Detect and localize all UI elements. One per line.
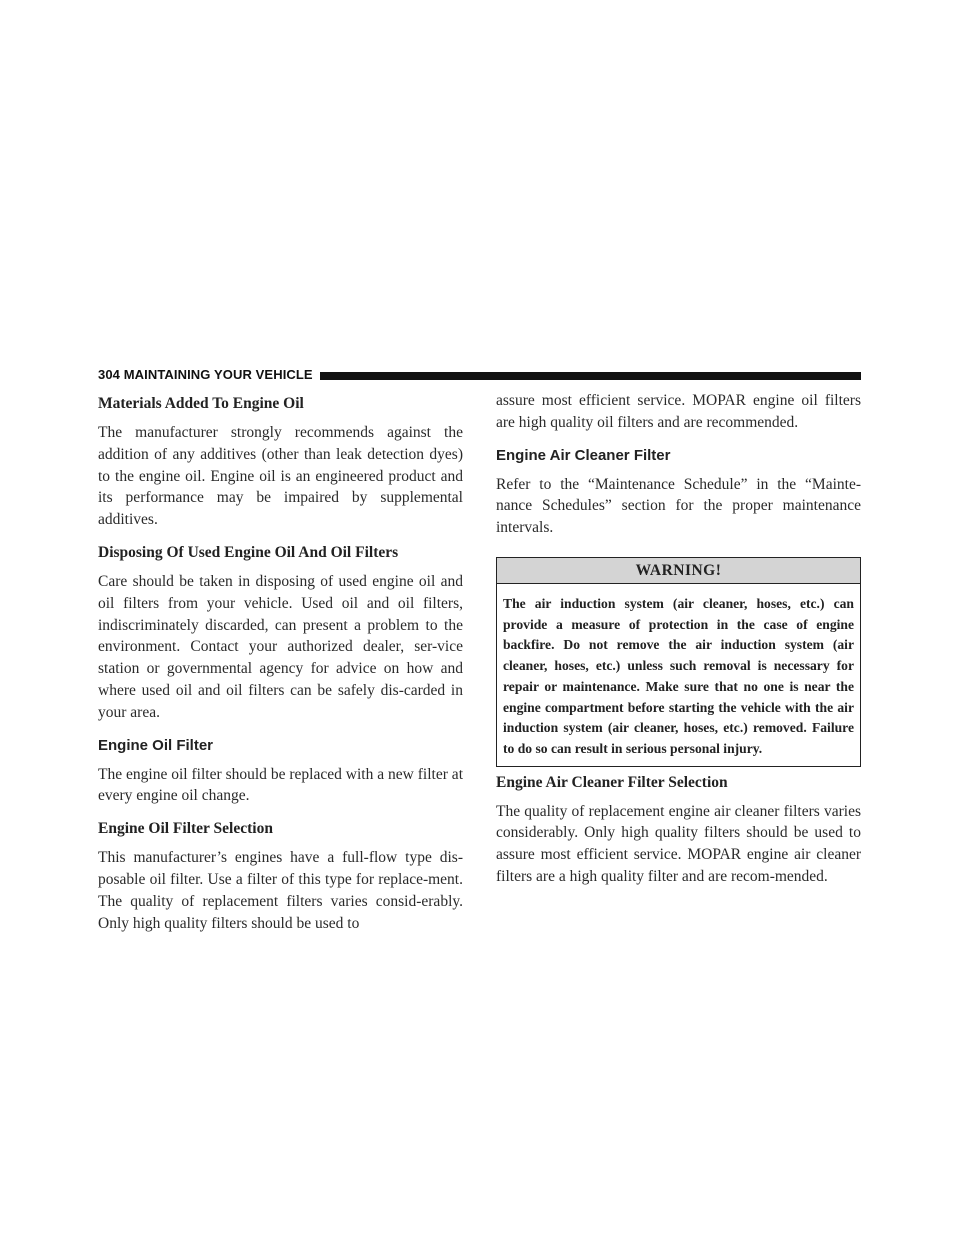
disposing-heading: Disposing Of Used Engine Oil And Oil Filters (98, 543, 399, 561)
materials-heading: Materials Added To Engine Oil (98, 395, 304, 412)
header-rule (320, 372, 861, 380)
disposing-paragraph: Care should be taken in disposing of used engine oil and oil filters from your vehicle. Used oil and oil filters, indiscriminately discarded, can present a problem to the environment. Contact your authorized dealer, ser-vice station or governmental agency for advice on how and where used oil and oil filters can be safely dis-carded in your area. (98, 572, 463, 721)
oil-filter-heading: Engine Oil Filter (98, 736, 214, 754)
oil-filter-paragraph: The engine oil filter should be replaced with a new filter at every engine oil change. (98, 765, 463, 805)
section-title: MAINTAINING YOUR VEHICLE (123, 367, 313, 382)
air-cleaner-selection-heading: Engine Air Cleaner Filter Selection (496, 773, 728, 791)
oil-filter-selection-heading: Engine Oil Filter Selection (98, 820, 273, 838)
air-cleaner-selection-paragraph: The quality of replacement engine air cleaner filters varies considerably. Only high quality filters should be used to assure most efficient service. MOPAR engine air cleaner filters are a high quality filter and are recom-mended. (496, 802, 861, 885)
header-text (98, 367, 313, 382)
right-column (496, 390, 861, 888)
air-cleaner-heading: Engine Air Cleaner Filter (496, 446, 671, 464)
left-column (98, 390, 463, 934)
warning-title: WARNING! (497, 558, 860, 584)
page-header (98, 366, 861, 386)
page-number: 304 (98, 367, 120, 382)
oil-filter-selection-paragraph: This manufacturer’s engines have a full-flow type dis-posable oil filter. Use a filter of this type for replace-ment. The quality of replacement filters varies consid-erably. Only high quality filters should be used to (98, 849, 463, 932)
warning-text: The air induction system (air cleaner, hoses, etc.) can provide a measure of protection in the case of engine backfire. Do not remove the air induction system (air cleaner, hoses, etc.) unless such removal is necessary for repair or maintenance. Make sure that no one is near the engine compartment before starting the vehicle with the air induction system (air cleaner, hoses, etc.) removed. Failure to do so can result in serious personal injury. (503, 595, 854, 756)
air-cleaner-paragraph: Refer to the “Maintenance Schedule” in the “Mainte-nance Schedules” section for the proper maintenance intervals. (496, 475, 861, 537)
materials-paragraph: The manufacturer strongly recommends against the addition of any additives (other than leak detection dyes) to the engine oil. Engine oil is an engineered product and its performance may be impaired by supplemental additives. (98, 424, 463, 529)
warning-box (496, 557, 861, 767)
continuation-paragraph: assure most efficient service. MOPAR engine oil filters are high quality oil filters and are recommended. (496, 392, 861, 431)
